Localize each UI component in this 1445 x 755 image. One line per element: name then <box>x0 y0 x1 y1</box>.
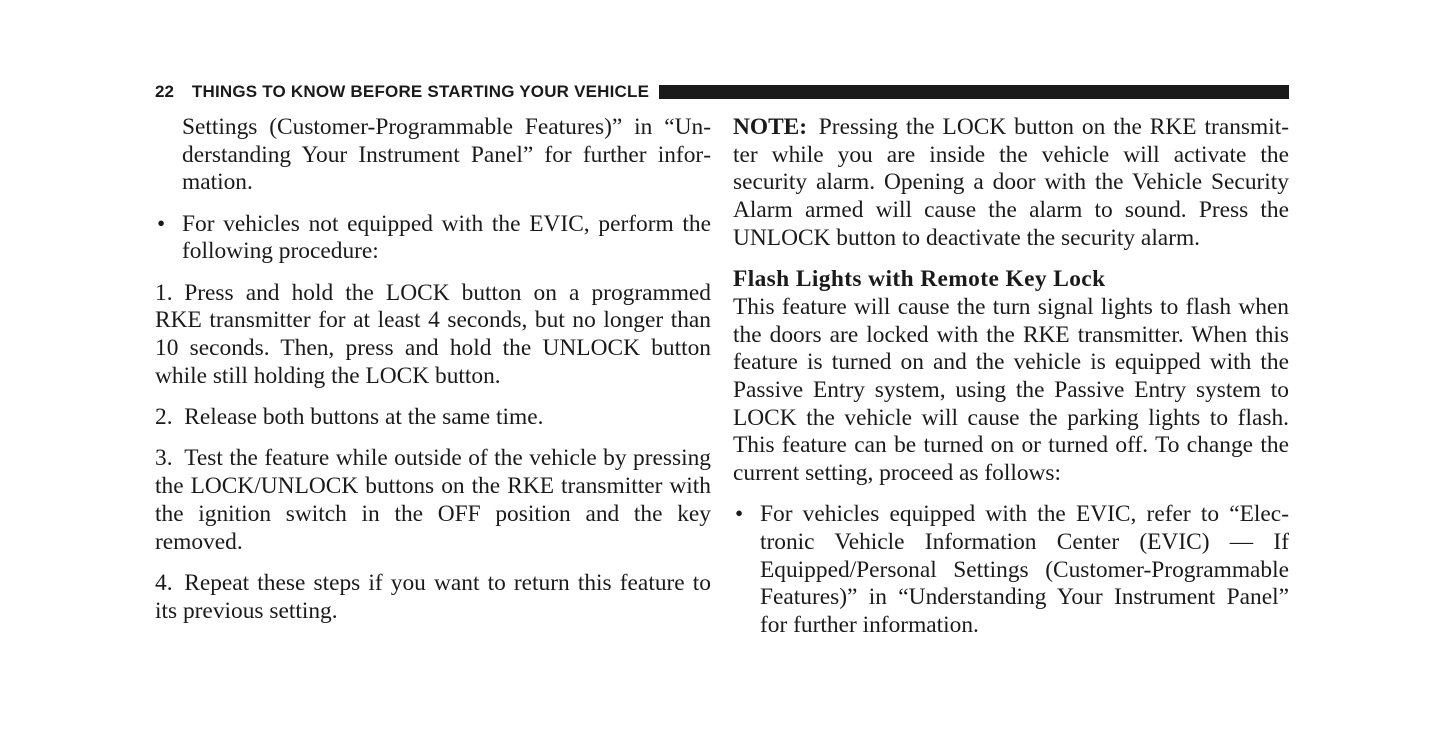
subheading-flash-lights: Flash Lights with Remote Key Lock <box>733 266 1106 293</box>
bullet-item-no-evic <box>155 211 711 266</box>
bullet-icon: • <box>157 210 166 237</box>
step-2: 2. Release both buttons at the same time. <box>155 404 544 431</box>
header-rule <box>659 85 1289 99</box>
note-text: Pressing the LOCK button on the RKE transmitter while you are inside the vehicle will activate the security alarm. Opening a door with the Vehicle Security Alarm armed will cause the alarm to sound. Press the UNLOCK button to deactivate the security alarm. <box>733 114 1289 251</box>
section-title: THINGS TO KNOW BEFORE STARTING YOUR VEHICLE <box>191 82 650 101</box>
bullet-text: For vehicles not equipped with the EVIC, perform the following procedure: <box>182 210 711 265</box>
page-header <box>155 80 1289 104</box>
continuation-paragraph: Settings (Customer-Programmable Features)” in “Understanding Your Instrument Panel” for further information. <box>182 114 711 196</box>
flash-lights-body: This feature will cause the turn signal lights to flash when the doors are locked with the RKE transmitter. When this feature is turned on and the vehicle is equipped with the Passive Entry system, using the Passive Entry system to LOCK the vehicle will cause the parking lights to flash. This feature can be turned on or turned off. To change the current setting, proceed as follows: <box>733 293 1289 487</box>
step-3: 3. Test the feature while outside of the vehicle by pressing the LOCK/UNLOCK buttons on the RKE transmitter with the ignition switch in the OFF position and the key removed. <box>155 445 711 555</box>
note-label: NOTE: <box>733 114 808 140</box>
bullet-icon: • <box>735 501 744 528</box>
note-paragraph <box>733 114 1289 253</box>
bullet-text: For vehicles equipped with the EVIC, refer to “Electronic Vehicle Information Center (EVIC) — If Equipped/Personal Settings (Customer-Programmable Features)” in “Understanding Your Instrument Panel” for further information. <box>760 501 1289 639</box>
step-4: 4. Repeat these steps if you want to return this feature to its previous setting. <box>155 569 711 624</box>
left-column <box>155 114 711 625</box>
right-column <box>733 114 1289 640</box>
step-1: 1. Press and hold the LOCK button on a programmed RKE transmitter for at least 4 seconds, but no longer than 10 seconds. Then, press and hold the UNLOCK button while still holding the LOCK button. <box>155 279 711 389</box>
page-number: 22 <box>155 82 174 101</box>
bullet-item-evic <box>733 501 1289 640</box>
